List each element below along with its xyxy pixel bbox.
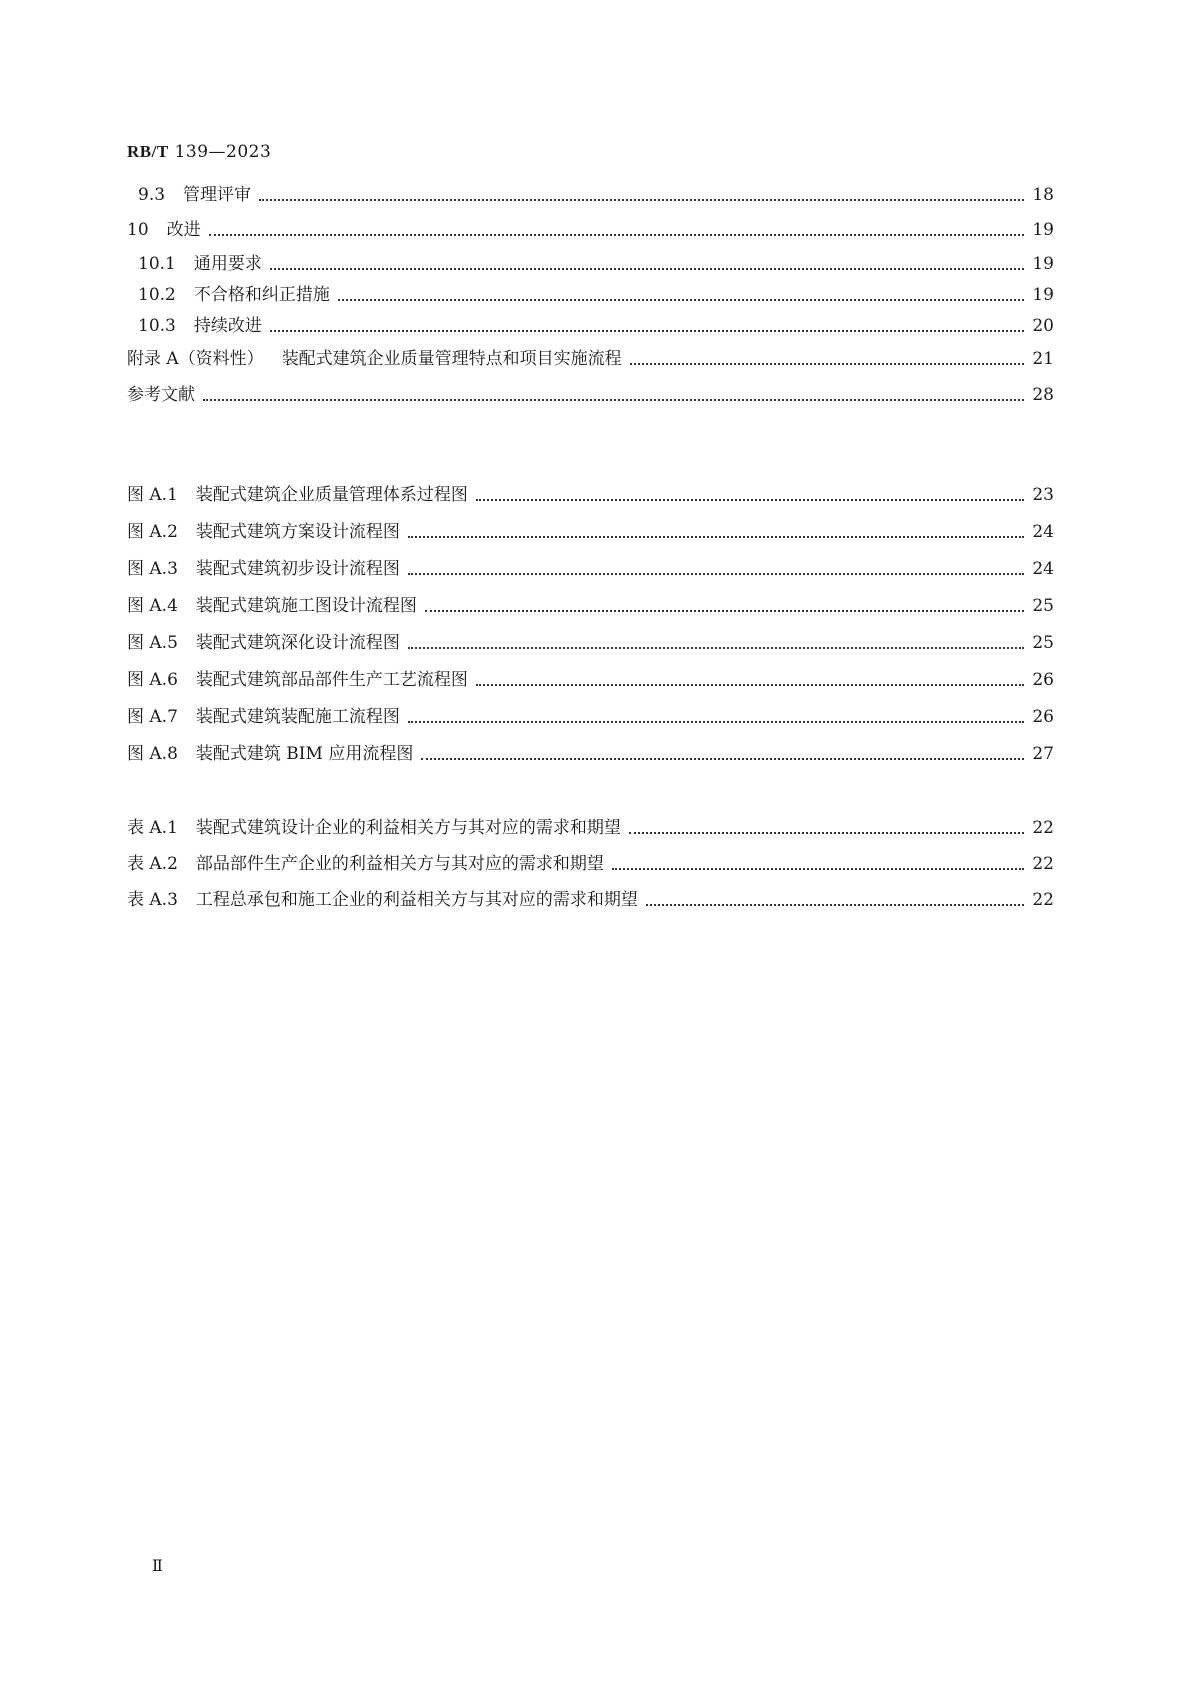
leader-dots (270, 268, 1024, 270)
standard-number: 139—2023 (174, 142, 272, 162)
toc-entry[interactable] (127, 250, 1054, 276)
figure-entry[interactable] (127, 740, 1054, 766)
figure-entry[interactable] (127, 481, 1054, 507)
figure-entry[interactable] (127, 703, 1054, 729)
figure-title: 装配式建筑初步设计流程图 (195, 559, 400, 579)
figure-page: 25 (1032, 596, 1054, 616)
leader-dots (203, 399, 1024, 401)
toc-page: 28 (1032, 385, 1054, 405)
toc-number: 10.2 (138, 285, 176, 305)
figure-title: 装配式建筑 BIM 应用流程图 (195, 744, 414, 764)
figure-entry[interactable] (127, 555, 1054, 581)
table-page: 22 (1032, 854, 1054, 874)
figure-title: 装配式建筑装配施工流程图 (195, 707, 400, 727)
leader-dots (408, 721, 1024, 723)
toc-page: 18 (1032, 185, 1054, 205)
toc-number: 附录 A（资料性） (127, 349, 264, 369)
toc-number: 9.3 (138, 185, 166, 205)
figure-number: 图 A.2 (127, 522, 178, 542)
toc-title: 持续改进 (193, 316, 262, 336)
standard-code: RB/T (127, 142, 169, 161)
toc-title: 改进 (166, 220, 201, 240)
toc-title: 通用要求 (193, 254, 262, 274)
leader-dots (476, 684, 1024, 686)
leader-dots (270, 330, 1024, 332)
figure-page: 27 (1032, 744, 1054, 764)
figure-page: 26 (1032, 707, 1054, 727)
figure-page: 24 (1032, 559, 1054, 579)
toc-page: 21 (1032, 349, 1054, 369)
table-page: 22 (1032, 818, 1054, 838)
figure-title: 装配式建筑深化设计流程图 (195, 633, 400, 653)
toc-entry-annex[interactable] (127, 345, 1054, 371)
figure-number: 图 A.7 (127, 707, 178, 727)
table-entry[interactable] (127, 814, 1054, 840)
toc-title: 参考文献 (127, 385, 195, 405)
figure-title: 装配式建筑部品部件生产工艺流程图 (195, 670, 468, 690)
table-number: 表 A.3 (127, 890, 178, 910)
table-page: 22 (1032, 890, 1054, 910)
leader-dots (629, 832, 1024, 834)
toc-page: 19 (1032, 285, 1054, 305)
figure-number: 图 A.6 (127, 670, 178, 690)
toc-page: 19 (1032, 254, 1054, 274)
toc-entry[interactable] (127, 181, 1054, 207)
figure-page: 26 (1032, 670, 1054, 690)
leader-dots (259, 199, 1024, 201)
toc-page: 20 (1032, 316, 1054, 336)
table-title: 工程总承包和施工企业的利益相关方与其对应的需求和期望 (195, 890, 638, 910)
toc-number: 10 (127, 220, 149, 240)
toc-title: 装配式建筑企业质量管理特点和项目实施流程 (281, 349, 622, 369)
leader-dots (646, 904, 1024, 906)
table-entry[interactable] (127, 850, 1054, 876)
figure-title: 装配式建筑企业质量管理体系过程图 (195, 485, 468, 505)
leader-dots (338, 299, 1024, 301)
figure-number: 图 A.4 (127, 596, 178, 616)
leader-dots (476, 499, 1024, 501)
figure-number: 图 A.1 (127, 485, 178, 505)
toc-entry-bibliography[interactable] (127, 381, 1054, 407)
table-number: 表 A.2 (127, 854, 178, 874)
figure-number: 图 A.8 (127, 744, 178, 764)
toc-title: 不合格和纠正措施 (193, 285, 330, 305)
toc-entry[interactable] (127, 312, 1054, 338)
table-title: 部品部件生产企业的利益相关方与其对应的需求和期望 (195, 854, 604, 874)
page-number: Ⅱ (152, 1556, 163, 1575)
leader-dots (408, 536, 1024, 538)
toc-page: 19 (1032, 220, 1054, 240)
figure-title: 装配式建筑方案设计流程图 (195, 522, 400, 542)
figure-number: 图 A.3 (127, 559, 178, 579)
document-header (127, 142, 271, 162)
toc-number: 10.3 (138, 316, 176, 336)
figure-page: 25 (1032, 633, 1054, 653)
leader-dots (408, 647, 1024, 649)
figure-page: 24 (1032, 522, 1054, 542)
leader-dots (421, 758, 1024, 760)
figure-page: 23 (1032, 485, 1054, 505)
figure-entry[interactable] (127, 666, 1054, 692)
leader-dots (425, 610, 1024, 612)
leader-dots (209, 234, 1024, 236)
leader-dots (612, 868, 1024, 870)
leader-dots (630, 363, 1024, 365)
figure-entry[interactable] (127, 592, 1054, 618)
figure-title: 装配式建筑施工图设计流程图 (195, 596, 417, 616)
leader-dots (408, 573, 1024, 575)
toc-entry[interactable] (127, 216, 1054, 242)
toc-title: 管理评审 (183, 185, 252, 205)
toc-number: 10.1 (138, 254, 176, 274)
table-number: 表 A.1 (127, 818, 178, 838)
figure-entry[interactable] (127, 518, 1054, 544)
figure-entry[interactable] (127, 629, 1054, 655)
table-entry[interactable] (127, 886, 1054, 912)
figure-number: 图 A.5 (127, 633, 178, 653)
toc-entry[interactable] (127, 281, 1054, 307)
table-title: 装配式建筑设计企业的利益相关方与其对应的需求和期望 (195, 818, 621, 838)
